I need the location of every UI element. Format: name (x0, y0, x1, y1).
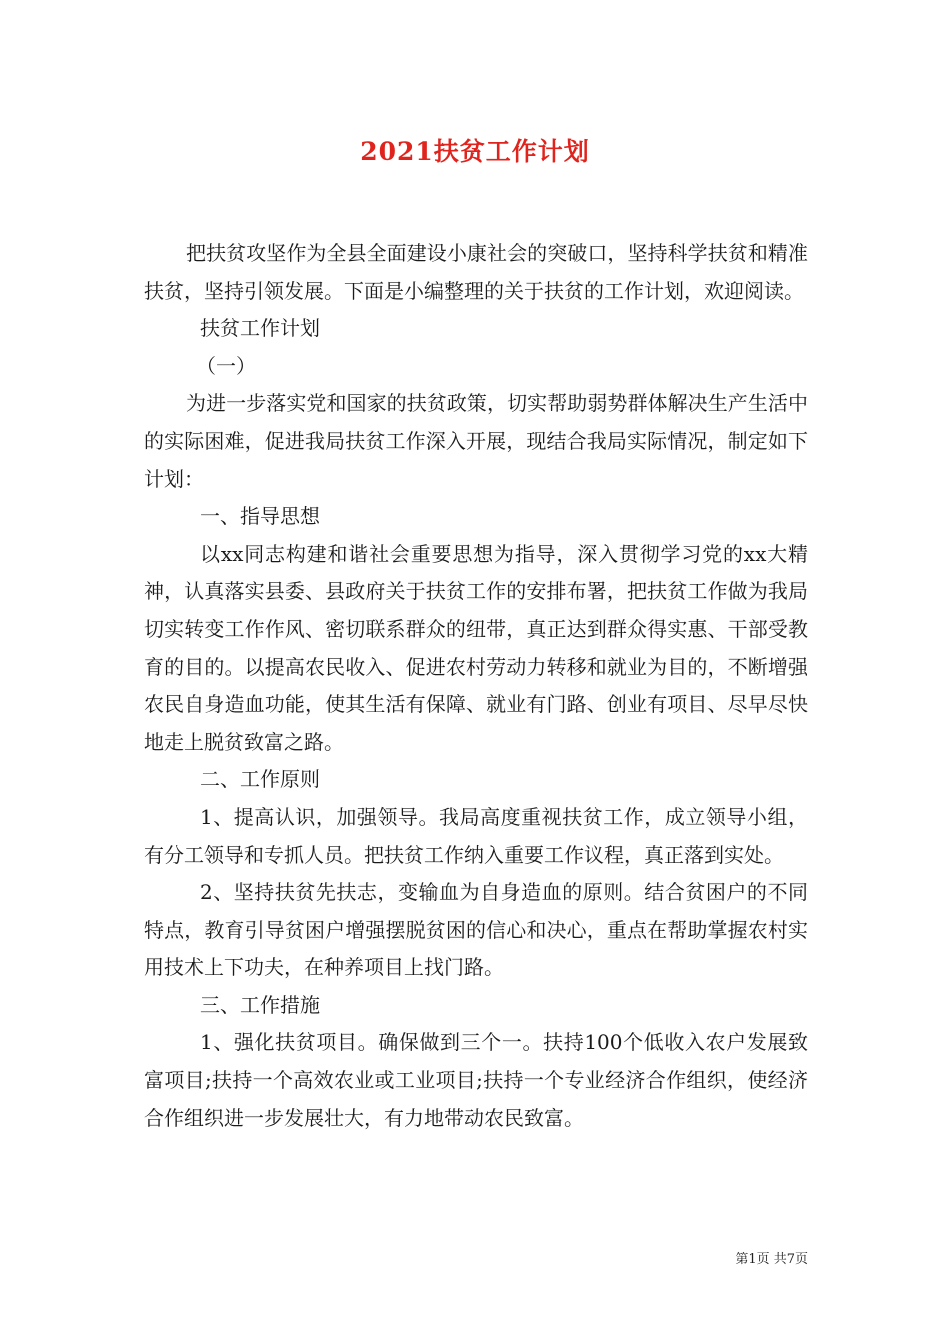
body-paragraph: 1、提高认识，加强领导。我局高度重视扶贫工作，成立领导小组，有分工领导和专抓人员。把扶贫工作纳入重要工作议程，真正落到实处。 (144, 804, 808, 867)
document-body (144, 235, 808, 1137)
subsection-heading: 二、工作原则 (200, 767, 320, 792)
section-number: （一） (196, 353, 256, 378)
intro-paragraph: 把扶贫攻坚作为全县全面建设小康社会的突破口，坚持科学扶贫和精准扶贫，坚持引领发展。下面是小编整理的关于扶贫的工作计划，欢迎阅读。 (144, 241, 808, 303)
subsection-heading: 一、指导思想 (200, 504, 320, 529)
section-heading: 扶贫工作计划 (200, 316, 320, 341)
document-title: 2021扶贫工作计划 (360, 137, 590, 166)
subsection-heading: 三、工作措施 (200, 992, 320, 1017)
body-paragraph: 1、强化扶贫项目。确保做到三个一。扶持100个低收入农户发展致富项目;扶持一个高效农业或工业项目;扶持一个专业经济合作组织，使经济合作组织进一步发展壮大，有力地带动农民致富。 (144, 1030, 808, 1130)
body-paragraph: 为进一步落实党和国家的扶贫政策，切实帮助弱势群体解决生产生活中的实际困难，促进我局扶贫工作深入开展，现结合我局实际情况，制定如下计划： (144, 391, 808, 491)
body-paragraph: 以xx同志构建和谐社会重要思想为指导，深入贯彻学习党的xx大精神，认真落实县委、县政府关于扶贫工作的安排布署，把扶贫工作做为我局切实转变工作作风、密切联系群众的纽带，真正达到群众得实惠、干部受教育的目的。以提高农民收入、促进农村劳动力转移和就业为目的，不断增强农民自身造血功能，使其生活有保障、就业有门路、创业有项目、尽早尽快地走上脱贫致富之路。 (144, 541, 808, 754)
body-paragraph: 2、坚持扶贫先扶志，变输血为自身造血的原则。结合贫困户的不同特点，教育引导贫困户增强摆脱贫困的信心和决心，重点在帮助掌握农村实用技术上下功夫，在种养项目上找门路。 (144, 880, 808, 980)
page-number: 第1页 共7页 (735, 1252, 808, 1267)
